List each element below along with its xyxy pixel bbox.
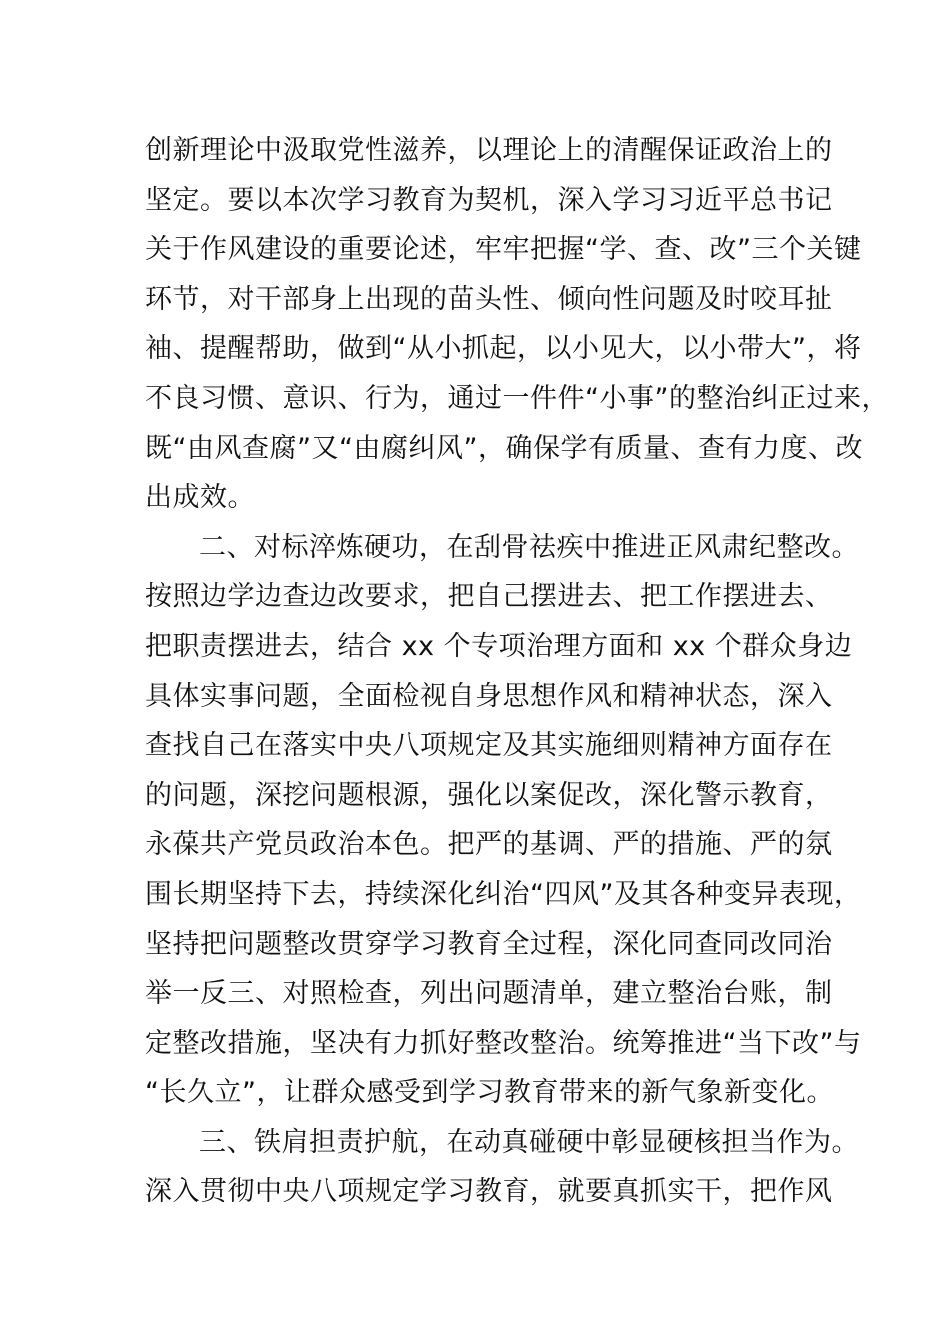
text-line: 创新理论中汲取党性滋养，以理论上的清醒保证政治上的	[145, 135, 833, 166]
text-line: 定整改措施，坚决有力抓好整改整治。统筹推进“当下改”与	[145, 1027, 862, 1059]
text-line: 查找自己在落实中央八项规定及其实施细则精神方面存在	[145, 730, 833, 762]
text-line: 具体实事问题，全面检视自身思想作风和精神状态，深入	[145, 680, 833, 712]
text-line: 围长期坚持下去，持续深化纠治“四风”及其各种变异表现，	[145, 878, 862, 910]
text-line: 出成效。	[145, 482, 255, 514]
text-line: 深入贯彻中央八项规定学习教育，就要真抓实干，把作风	[145, 1176, 833, 1208]
text-line: 永葆共产党员政治本色。把严的基调、严的措施、严的氛	[145, 829, 833, 861]
text-line: 环节，对干部身上出现的苗头性、倾向性问题及时咬耳扯	[145, 283, 833, 315]
text-line: 不良习惯、意识、行为，通过一件件“小事”的整治纠正过来，	[145, 382, 889, 414]
document-body	[145, 126, 889, 1217]
text-line: 举一反三、对照检查，列出问题清单，建立整治台账，制	[145, 978, 833, 1010]
text-line: 把职责摆进去，结合 xx 个专项治理方面和 xx 个群众身边	[145, 630, 853, 662]
text-line: 袖、提醒帮助，做到“从小抓起，以小见大，以小带大”，将	[145, 333, 862, 365]
section-heading-line: 三、铁肩担责护航，在动真碰硬中彰显硬核担当作为。	[199, 1126, 859, 1158]
text-line: 既“由风查腐”又“由腐纠风”，确保学有质量、查有力度、改	[145, 432, 863, 464]
text-line: 按照边学边查边改要求，把自己摆进去、把工作摆进去、	[145, 581, 833, 613]
text-line: “长久立”，让群众感受到学习教育带来的新气象新变化。	[145, 1077, 834, 1109]
section-heading-line: 二、对标淬炼硬功，在刮骨祛疾中推进正风肃纪整改。	[199, 531, 859, 563]
text-line: 坚持把问题整改贯穿学习教育全过程，深化同查同改同治	[145, 928, 833, 960]
text-line: 坚定。要以本次学习教育为契机，深入学习习近平总书记	[145, 184, 833, 216]
text-line: 关于作风建设的重要论述，牢牢把握“学、查、改”三个关键	[145, 234, 862, 266]
text-line: 的问题，深挖问题根源，强化以案促改，深化警示教育，	[145, 779, 833, 811]
